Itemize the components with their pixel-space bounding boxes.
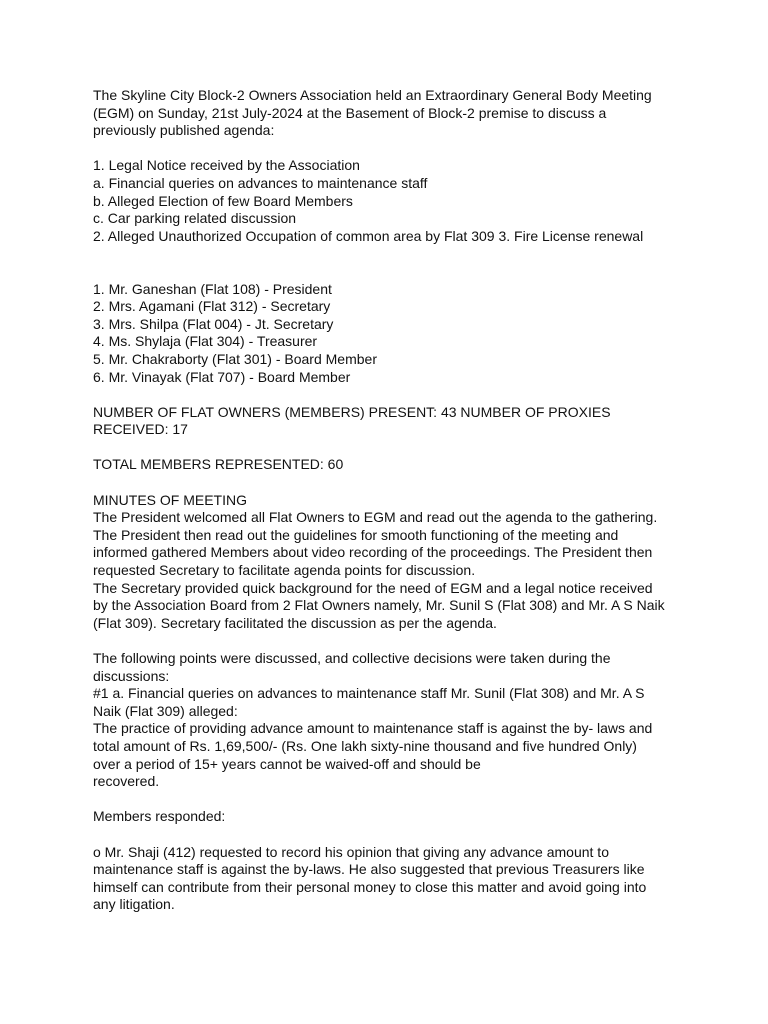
agenda-item: 2. Alleged Unauthorized Occupation of common area by Flat 309 3. Fire License renewal [93,227,644,244]
discussion-line: The following points were discussed, and collective decisions were taken during the [93,650,611,666]
minutes-line: requested Secretary to facilitate agenda points for discussion. [93,562,476,579]
total-represented: TOTAL MEMBERS REPRESENTED: 60 [93,456,344,473]
response-line: any litigation. [93,896,175,913]
document-page [93,87,683,914]
board-member-item: 2. Mrs. Agamani (Flat 312) - Secretary [93,298,331,315]
agenda-item: a. Financial queries on advances to maintenance staff [93,174,428,191]
minutes-line: (Flat 309). Secretary facilitated the discussion as per the agenda. [93,614,497,631]
attendance-paragraph [93,404,683,439]
minutes-line: The President welcomed all Flat Owners to EGM and read out the agenda to the gathering. [93,509,658,526]
agenda-item: 1. Legal Notice received by the Association [93,157,360,174]
intro-line: The Skyline City Block-2 Owners Association held an Extraordinary General Body Meeting [93,87,652,103]
minutes-section [93,492,683,633]
discussion-line: The practice of providing advance amount to maintenance staff is against the by- laws and [93,720,653,737]
response-paragraph [93,844,683,914]
discussion-line: over a period of 15+ years cannot be waived-off and should be [93,755,481,772]
board-members-list [93,281,683,387]
response-line: himself can contribute from their personal money to close this matter and avoid going into [93,878,647,895]
agenda-list [93,157,683,245]
discussion-line: Naik (Flat 309) alleged: [93,702,238,719]
minutes-line: by the Association Board from 2 Flat Owners namely, Mr. Sunil S (Flat 308) and Mr. A S Naik [93,597,665,614]
board-member-item: 1. Mr. Ganeshan (Flat 108) - President [93,280,332,297]
board-member-item: 3. Mrs. Shilpa (Flat 004) - Jt. Secretary [93,315,334,332]
minutes-line: The Secretary provided quick background for the need of EGM and a legal notice received [93,579,653,596]
intro-paragraph [93,87,683,140]
intro-line: (EGM) on Sunday, 21st July-2024 at the Basement of Block-2 premise to discuss a [93,104,607,121]
minutes-heading: MINUTES OF MEETING [93,491,247,508]
board-member-item: 4. Ms. Shylaja (Flat 304) - Treasurer [93,333,318,350]
discussion-line: #1 a. Financial queries on advances to maintenance staff Mr. Sunil (Flat 308) and Mr. A S [93,685,645,702]
minutes-line: The President then read out the guidelines for smooth functioning of the meeting and [93,526,619,543]
attendance-line: RECEIVED: 17 [93,421,188,438]
agenda-item: b. Alleged Election of few Board Members [93,192,353,209]
discussion-section [93,650,683,791]
members-responded: Members responded: [93,808,226,825]
discussion-line: discussions: [93,667,170,684]
minutes-line: informed gathered Members about video recording of the proceedings. The President then [93,544,653,561]
response-line: maintenance staff is against the by-laws. He also suggested that previous Treasurers like [93,861,645,878]
board-member-item: 6. Mr. Vinayak (Flat 707) - Board Member [93,368,351,385]
attendance-line: NUMBER OF FLAT OWNERS (MEMBERS) PRESENT: 43 NUMBER OF PROXIES [93,403,611,420]
board-member-item: 5. Mr. Chakraborty (Flat 301) - Board Member [93,350,377,367]
response-line: o Mr. Shaji (412) requested to record his opinion that giving any advance amount to [93,843,609,860]
intro-line: previously published agenda: [93,122,275,139]
discussion-line: recovered. [93,773,160,790]
discussion-line: total amount of Rs. 1,69,500/- (Rs. One lakh sixty-nine thousand and five hundred Only) [93,737,637,754]
agenda-item: c. Car parking related discussion [93,210,297,227]
